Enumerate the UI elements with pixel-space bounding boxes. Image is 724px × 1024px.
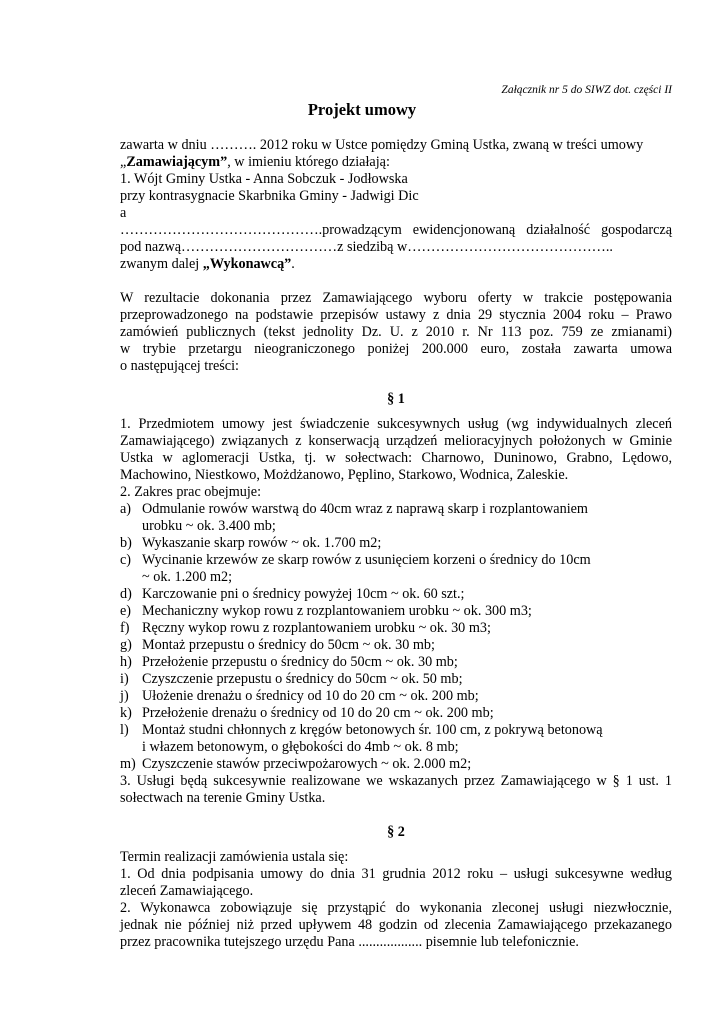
list-item-cont: i włazem betonowym, o głębokości do 4mb ~ ok. 8 mb; [142,739,459,755]
intro-line: pod nazwą……………………………z siedzibą w…………………………………….. [120,239,613,255]
list-label: e) [120,603,132,619]
s1-p3-line: 3. Usługi będą sukcesywnie realizowane we wskazanych przez Zamawiającego w § 1 ust. 1 [120,773,672,789]
list-label: g) [120,637,132,653]
list-item: Wykaszanie skarp rowów ~ ok. 1.700 m2; [142,535,382,551]
result-line: przeprowadzonego na podstawie przepisów ustawy z dnia 29 stycznia 2004 roku – Prawo [120,307,672,323]
s2-intro: Termin realizacji zamówienia ustala się: [120,849,349,865]
s2-p2-line: jednak nie później niż przed upływem 48 godzin od zlecenia Zamawiającego przekazanego [120,917,672,933]
list-item: Wycinanie krzewów ze skarp rowów z usunięciem korzeni o średnicy do 10cm [142,552,591,568]
s2-p1-line: 1. Od dnia podpisania umowy do dnia 31 grudnia 2012 roku – usługi sukcesywne według [120,866,672,882]
intro-line: zwanym dalej „Wykonawcą”. [120,256,295,272]
s1-p3-line: sołectwach na terenie Gminy Ustka. [120,790,326,806]
list-item-cont: ~ ok. 1.200 m2; [142,569,233,585]
list-label: m) [120,756,136,772]
result-line: w trybie przetargu nieograniczonego poniżej 200.000 euro, została zawarta umowa [120,341,672,357]
list-item: Ręczny wykop rowu z rozplantowaniem urobku ~ ok. 30 m3; [142,620,491,636]
list-label: j) [120,688,129,704]
list-item: Karczowanie pni o średnicy powyżej 10cm ~ ok. 60 szt.; [142,586,465,602]
s1-p1-line: Ustka w aglomeracji Ustka, tj. w sołectwach: Charnowo, Duninowo, Grabno, Lędowo, [120,450,672,466]
s2-p2-line: 2. Wykonawca zobowiązuje się przystąpić do wykonania zleconej usługi niezwłocznie, [120,900,672,916]
list-item: Przełożenie przepustu o średnicy do 50cm ~ ok. 30 mb; [142,654,458,670]
list-item: Czyszczenie stawów przeciwpożarowych ~ ok. 2.000 m2; [142,756,472,772]
annex-note: Załącznik nr 5 do SIWZ dot. części II [501,84,672,96]
intro-line: przy kontrasygnacie Skarbnika Gminy - Jadwigi Dic [120,188,419,204]
s1-p2: 2. Zakres prac obejmuje: [120,484,262,500]
list-item: Ułożenie drenażu o średnicy od 10 do 20 cm ~ ok. 200 mb; [142,688,479,704]
list-label: l) [120,722,129,738]
list-item: Przełożenie drenażu o średnicy od 10 do 20 cm ~ ok. 200 mb; [142,705,494,721]
intro-line: 1. Wójt Gminy Ustka - Anna Sobczuk - Jodłowska [120,171,408,187]
list-item: Czyszczenie przepustu o średnicy do 50cm ~ ok. 50 mb; [142,671,463,687]
document-title: Projekt umowy [307,100,417,119]
list-label: b) [120,535,132,551]
list-label: f) [120,620,130,636]
list-label: k) [120,705,132,721]
list-item: Odmulanie rowów warstwą do 40cm wraz z naprawą skarp i rozplantowaniem [142,501,588,517]
list-item: Montaż przepustu o średnicy do 50cm ~ ok. 30 mb; [142,637,435,653]
list-label: a) [120,501,132,517]
section-1-heading: § 1 [387,391,405,407]
s2-p1-line: zleceń Zamawiającego. [120,883,254,899]
s2-p2-line: przez pracownika tutejszego urzędu Pana .................. pisemnie lub telefonicznie. [120,934,579,950]
s1-p1-line: 1. Przedmiotem umowy jest świadczenie sukcesywnych usług (wg indywidualnych zleceń [120,416,672,432]
result-line: o następującej treści: [120,358,239,374]
result-line: W rezultacie dokonania przez Zamawiającego wyboru oferty w trakcie postępowania [120,290,672,306]
intro-line: …………………………………….prowadzącym ewidencjonowaną działalność gospodarczą [120,222,672,238]
list-label: c) [120,552,132,568]
s1-p1-line: Zamawiającego) związanych z konserwacją urządzeń melioracyjnych położonych w Gminie [120,433,672,449]
list-label: d) [120,586,132,602]
list-item: Mechaniczny wykop rowu z rozplantowaniem urobku ~ ok. 300 m3; [142,603,532,619]
result-line: zamówień publicznych (tekst jednolity Dz. U. z 2010 r. Nr 113 poz. 759 ze zmianami) [120,324,672,340]
list-label: h) [120,654,132,670]
intro-line: a [120,205,127,221]
s1-p1-line: Machowino, Niestkowo, Możdżanowo, Pęplino, Starkowo, Wodnica, Zaleskie. [120,467,569,483]
list-item: Montaż studni chłonnych z kręgów betonowych śr. 100 cm, z pokrywą betonową [142,722,603,738]
intro-line: zawarta w dniu ………. 2012 roku w Ustce pomiędzy Gminą Ustka, zwaną w treści umowy [120,137,644,153]
intro-line: „Zamawiającym”, w imieniu którego działają: [120,154,390,170]
list-item-cont: urobku ~ ok. 3.400 mb; [142,518,276,534]
list-label: i) [120,671,129,687]
section-2-heading: § 2 [387,824,405,840]
